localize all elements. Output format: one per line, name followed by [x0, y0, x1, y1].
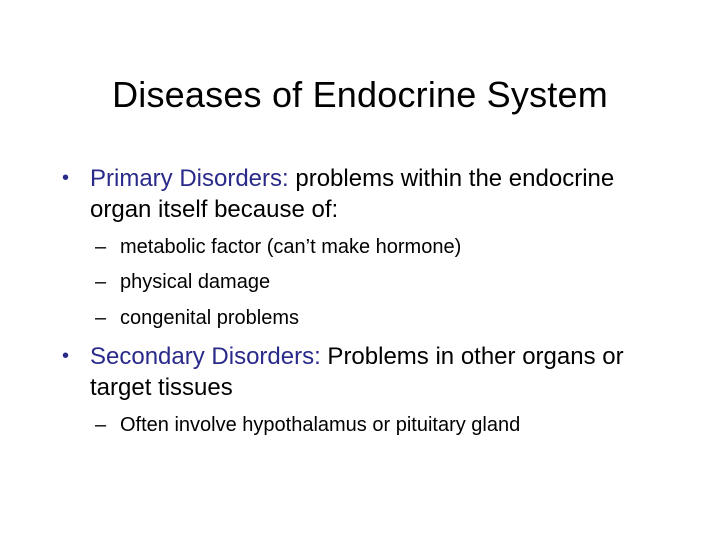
bullet-label: Primary Disorders: [90, 165, 289, 192]
subitem-congenital-problems [95, 306, 640, 330]
subitem-marker: – [95, 414, 107, 436]
bullet-primary-disorders [62, 163, 650, 225]
subitem-marker: – [95, 271, 107, 293]
bullet-marker: • [62, 167, 70, 189]
subitem-text: Often involve hypothalamus or pituitary gland [120, 414, 521, 436]
subitem-text: metabolic factor (can’t make hormone) [120, 236, 462, 258]
bullet-marker: • [62, 345, 70, 367]
subitem-marker: – [95, 236, 107, 258]
bullet-label: Secondary Disorders: [90, 343, 321, 370]
slide-title: Diseases of Endocrine System [112, 74, 608, 115]
subitem-hypothalamus-pituitary [95, 413, 640, 437]
subitem-metabolic-factor [95, 235, 640, 259]
subitem-text: congenital problems [120, 307, 299, 329]
subitem-text: physical damage [120, 271, 271, 293]
subitem-marker: – [95, 307, 107, 329]
subitem-physical-damage [95, 270, 640, 294]
bullet-text: Problems in other organs or target tissues [90, 343, 624, 401]
bullet-secondary-disorders [62, 341, 650, 403]
bullet-text: problems within the endocrine organ itself because of: [90, 165, 615, 223]
